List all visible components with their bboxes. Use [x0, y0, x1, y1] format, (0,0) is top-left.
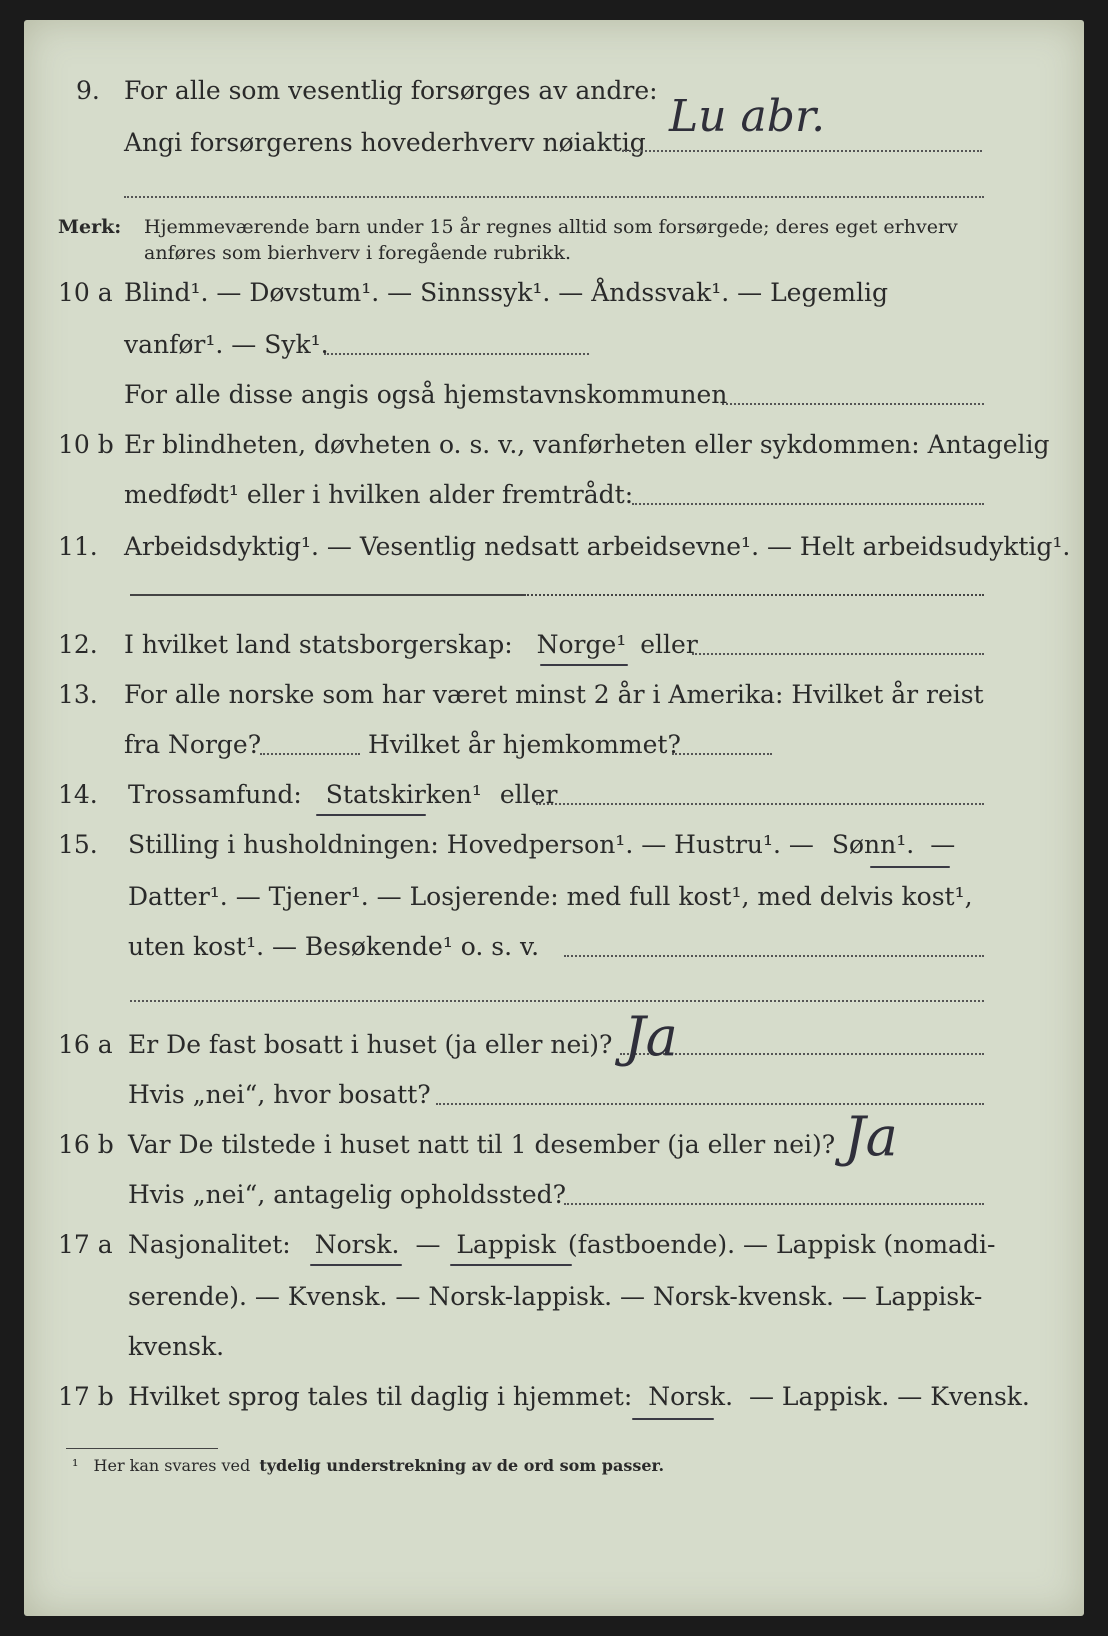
q15-field[interactable]: [564, 955, 984, 957]
q10a-hjemstavn-field[interactable]: [722, 403, 984, 405]
q9-number: 9.: [76, 76, 100, 105]
q13-line2a: fra Norge?: [124, 730, 262, 759]
q17a-line1: [128, 1230, 995, 1260]
footnote: [72, 1456, 664, 1476]
q15-extra-line[interactable]: [130, 1000, 984, 1002]
q13-hjemkommet-field[interactable]: [672, 753, 772, 755]
merk-line1: Hjemmeværende barn under 15 år regnes alltid som forsørgede; deres eget erhverv: [144, 216, 958, 238]
q17b-line: [128, 1382, 1030, 1412]
q10b-alder-field[interactable]: [632, 503, 984, 505]
q16a-handwritten-answer: Ja: [624, 1005, 678, 1068]
q9-line2: Angi forsørgerens hovederhverv nøiaktig: [124, 128, 646, 157]
footnote-text: Her kan svares ved: [93, 1456, 251, 1475]
q17b-prefix: Hvilket sprog tales til daglig i hjemmet:: [128, 1382, 633, 1411]
q9-extra-line[interactable]: [124, 196, 984, 198]
q14-prefix: Trossamfund:: [128, 780, 302, 809]
q12-suffix: eller: [640, 630, 698, 659]
q16a-bosatt-field[interactable]: [436, 1103, 984, 1105]
q16a-line1: Er De fast bosatt i huset (ja eller nei)?: [128, 1030, 613, 1059]
q17b-rest: — Lappisk. — Kvensk.: [748, 1382, 1030, 1411]
q12-number: 12.: [58, 630, 98, 659]
census-form-page: [24, 20, 1084, 1616]
q16a-number: 16 a: [58, 1030, 113, 1059]
q11-rule-right[interactable]: [524, 594, 984, 596]
q14-underline-mark: [316, 814, 426, 816]
q10a-line2: vanfør¹. — Syk¹.: [124, 330, 329, 359]
q17a-option-lappisk[interactable]: Lappisk: [456, 1230, 556, 1259]
merk-label: Merk:: [58, 216, 122, 238]
q17a-prefix: Nasjonalitet:: [128, 1230, 291, 1259]
q13-line2b: Hvilket år hjemkommet?: [368, 730, 681, 759]
q15-line3: uten kost¹. — Besøkende¹ o. s. v.: [128, 932, 540, 961]
q15-number: 15.: [58, 830, 98, 859]
q16b-line2: Hvis „nei“, antagelig opholdssted?: [128, 1180, 567, 1209]
q17a-sep: —: [415, 1230, 441, 1259]
footnote-rule: [66, 1448, 218, 1449]
q16a-line2: Hvis „nei“, hvor bosatt?: [128, 1080, 431, 1109]
q15-line1-text: Stilling i husholdningen: Hovedperson¹. — Hustru¹. —: [128, 830, 814, 859]
q14-number: 14.: [58, 780, 98, 809]
q13-number: 13.: [58, 680, 98, 709]
q17a-number: 17 a: [58, 1230, 113, 1259]
merk-line2: anføres som bierhverv i foregående rubrikk.: [144, 242, 572, 264]
q16b-line1: Var De tilstede i huset natt til 1 desember (ja eller nei)?: [128, 1130, 836, 1159]
q16b-opholdssted-field[interactable]: [564, 1203, 984, 1205]
q11-number: 11.: [58, 532, 98, 561]
q17a-underline-lappisk: [450, 1264, 572, 1266]
q12-line: [124, 630, 698, 660]
q17a-line2: serende). — Kvensk. — Norsk-lappisk. — Norsk-kvensk. — Lappisk-: [128, 1282, 983, 1311]
q13-line1: For alle norske som har været minst 2 år i Amerika: Hvilket år reist: [124, 680, 984, 709]
q9-answer-line[interactable]: [622, 150, 982, 152]
q17b-underline-norsk: [632, 1418, 714, 1420]
q14-option-statskirken[interactable]: Statskirken¹: [325, 780, 482, 809]
q14-line: [128, 780, 557, 810]
q17a-rest: (fastboende). — Lappisk (nomadi-: [567, 1230, 996, 1259]
q15-line2: Datter¹. — Tjener¹. — Losjerende: med full kost¹, med delvis kost¹,: [128, 882, 973, 911]
q11-line1: Arbeidsdyktig¹. — Vesentlig nedsatt arbeidsevne¹. — Helt arbeidsudyktig¹.: [124, 532, 1071, 561]
q9-line1: For alle som vesentlig forsørges av andre:: [124, 76, 658, 105]
q10a-line2-field[interactable]: [324, 353, 589, 355]
q10a-number: 10 a: [58, 278, 113, 307]
q13-reist-field[interactable]: [260, 753, 360, 755]
q11-rule-left: [130, 594, 524, 596]
q10b-number: 10 b: [58, 430, 114, 459]
q17b-option-norsk[interactable]: Norsk.: [648, 1382, 734, 1411]
q10b-line1: Er blindheten, døvheten o. s. v., vanførheten eller sykdommen: Antagelig: [124, 430, 1050, 459]
q17b-number: 17 b: [58, 1382, 114, 1411]
q16b-handwritten-answer: Ja: [844, 1105, 898, 1168]
q15-line1-dash: —: [930, 830, 956, 859]
q10a-line3: For alle disse angis også hjemstavnskommunen: [124, 380, 728, 409]
q17a-line3: kvensk.: [128, 1332, 225, 1361]
q17a-option-norsk[interactable]: Norsk.: [314, 1230, 400, 1259]
q15-line1: [128, 830, 955, 860]
q12-prefix: I hvilket land statsborgerskap:: [124, 630, 513, 659]
footnote-bold-text: tydelig understrekning av de ord som passer.: [259, 1456, 665, 1475]
q10a-line1: Blind¹. — Døvstum¹. — Sinnssyk¹. — Åndssvak¹. — Legemlig: [124, 278, 888, 307]
q12-land-field[interactable]: [692, 653, 984, 655]
q10b-line2: medfødt¹ eller i hvilken alder fremtrådt:: [124, 480, 634, 509]
q12-option-norge[interactable]: Norge¹: [536, 630, 627, 659]
q17a-underline-norsk: [310, 1264, 402, 1266]
q14-suffix: eller: [499, 780, 558, 809]
q15-option-sonn[interactable]: Sønn¹.: [831, 830, 915, 859]
q12-underline-mark: [540, 664, 628, 666]
footnote-mark: ¹: [72, 1456, 79, 1475]
q15-underline-mark: [870, 866, 950, 868]
q16b-number: 16 b: [58, 1130, 114, 1159]
q14-trossamfund-field[interactable]: [536, 803, 984, 805]
q9-handwritten-answer: Lu abr.: [669, 91, 826, 142]
